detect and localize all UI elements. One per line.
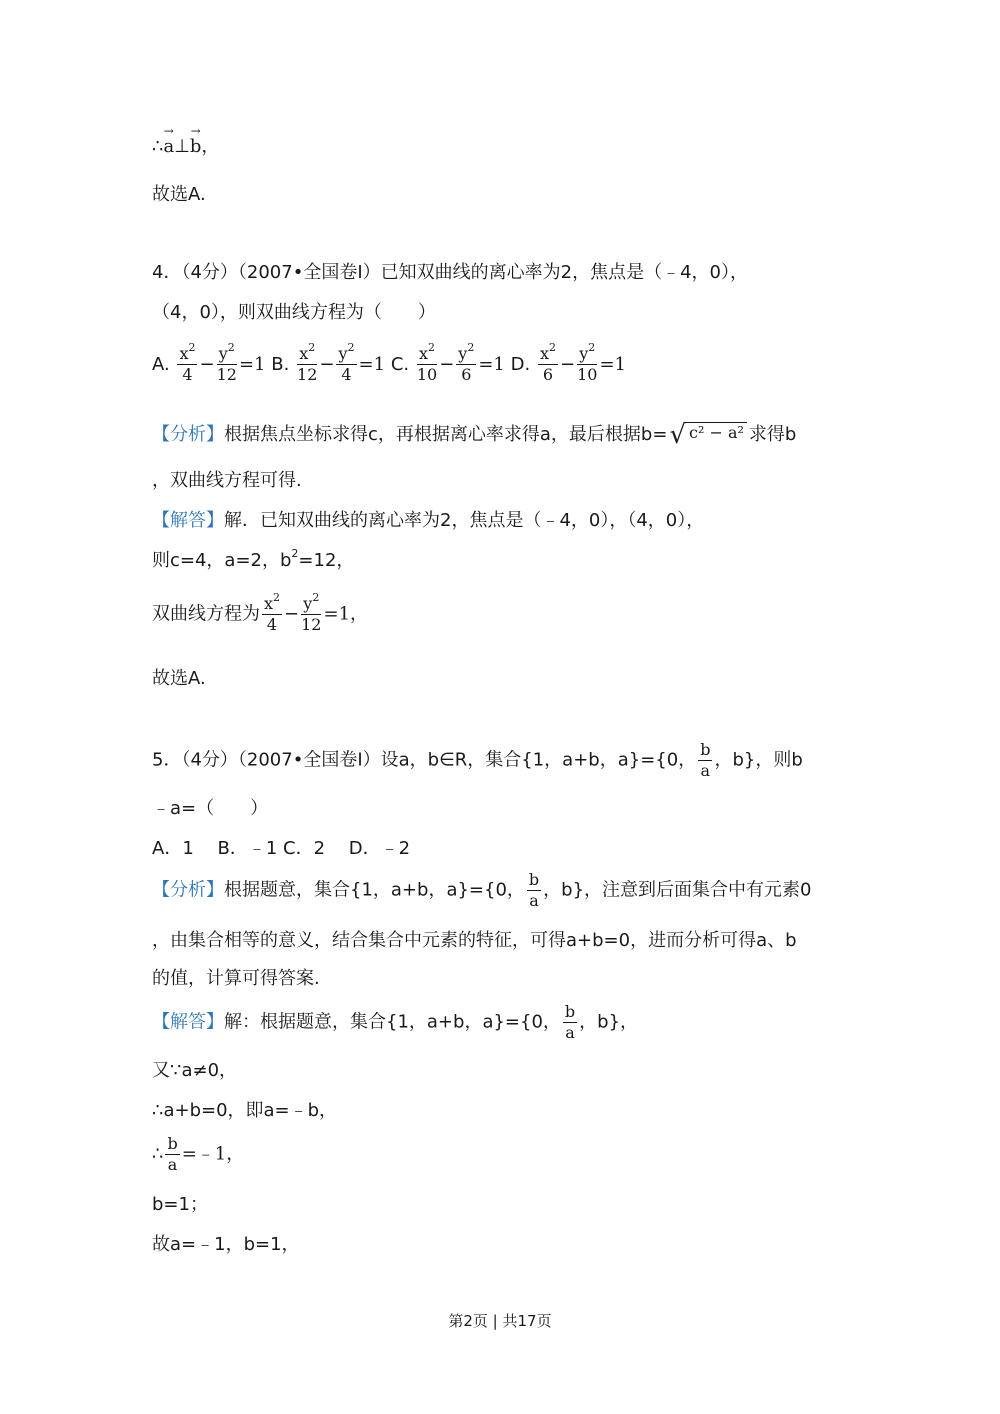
q5-step-5: 故a=﹣1，b=1，	[152, 1234, 300, 1255]
fraction: $\frac{x^2}{10}$	[416, 341, 438, 384]
fraction: $\frac{y^2}{12}$	[301, 591, 322, 634]
fraction: $\frac{y^2}{6}$	[458, 341, 475, 384]
page-footer: 第2页 | 共17页	[448, 1312, 552, 1330]
analysis-tag: 【分析】	[152, 424, 224, 445]
q4-analysis-cont: ，双曲线方程可得.	[152, 470, 302, 491]
q5-step-4: b=1；	[152, 1194, 208, 1215]
q4-solution: 【解答】解．已知双曲线的离心率为2，焦点是（﹣4，0），（4，0），	[152, 510, 705, 531]
q5-step-2: ∴a+b=0，即a=﹣b，	[152, 1100, 338, 1121]
vector-a: → a	[163, 138, 174, 156]
q4-option-c: C. $\frac{x^2}{10}$ − $\frac{y^2}{6}$ =1	[390, 341, 505, 384]
q5-analysis-cont-2: 的值，计算可得答案.	[152, 968, 320, 989]
fraction: $\frac{x^2}{12}$	[297, 341, 318, 384]
fraction: $\frac{b}{a}$	[564, 1002, 576, 1042]
q4-equation: 双曲线方程为 $\frac{x^2}{4}$ − $\frac{y^2}{12}$ =1，	[152, 591, 369, 634]
solution-tag: 【解答】	[152, 1011, 224, 1033]
q4-option-a: A. $\frac{x^2}{4}$ − $\frac{y^2}{12}$ =1	[152, 341, 266, 384]
q5-options: A．1 B．﹣1 C．2 D．﹣2	[152, 838, 411, 859]
solution-tag: 【解答】	[152, 510, 224, 531]
fraction: $\frac{y^2}{10}$	[577, 341, 598, 384]
q5-stem-line-2: ﹣a=（ ）	[152, 798, 269, 819]
q4-analysis: 【分析】根据焦点坐标求得c，再根据离心率求得a，最后根据b= √ c² − a² 求得b	[152, 420, 797, 450]
fraction: $\frac{b}{a}$	[528, 870, 540, 910]
fraction: $\frac{x^2}{6}$	[539, 341, 556, 384]
sqrt-expression: √ c² − a²	[669, 422, 746, 448]
q4-option-b: B. $\frac{x^2}{12}$ − $\frac{y^2}{4}$ =1	[271, 341, 386, 384]
fraction: $\frac{x^2}{4}$	[179, 341, 196, 384]
q4-solution-values: 则c=4，a=2，$b^2=12$，	[152, 547, 355, 571]
perp-symbol: ⊥	[174, 136, 190, 157]
fraction: $\frac{b}{a}$	[700, 740, 711, 780]
fraction: $\frac{y^2}{4}$	[338, 341, 355, 384]
q3-choice: 故选A.	[152, 184, 206, 205]
q5-step-1: 又∵a≠0，	[152, 1060, 238, 1081]
q5-solution: 【解答】解：根据题意，集合{1，a+b，a}={0， $\frac{b}{a}$ ，b}，	[152, 1002, 639, 1042]
analysis-tag: 【分析】	[152, 879, 224, 901]
q4-choice: 故选A.	[152, 668, 206, 689]
therefore-symbol: ∴	[152, 136, 164, 157]
q5-step-3: ∴ $\frac{b}{a}$ =﹣1，	[152, 1134, 245, 1174]
q4-stem-line-1: 4．（4分）（2007•全国卷Ⅰ）已知双曲线的离心率为2，焦点是（﹣4，0），	[152, 262, 748, 283]
q4-option-d: D. $\frac{x^2}{6}$ − $\frac{y^2}{10}$ =1	[510, 341, 626, 384]
vector-b: → b	[190, 138, 202, 156]
q5-stem-line-1: 5．（4分）（2007•全国卷Ⅰ）设a，b∈R，集合{1，a+b，a}={0， $\frac{b}{a}$ ，b}，则b	[152, 740, 803, 780]
fraction: $\frac{y^2}{12}$	[216, 341, 237, 384]
q4-stem-line-2: （4，0），则双曲线方程为（ ）	[152, 302, 436, 323]
q4-options	[152, 341, 626, 384]
q5-analysis-cont-1: ，由集合相等的意义，结合集合中元素的特征，可得a+b=0，进而分析可得a、b	[152, 930, 797, 951]
q5-analysis: 【分析】根据题意，集合{1，a+b，a}={0， $\frac{b}{a}$ ，b}，注意到后面集合中有元素0	[152, 870, 812, 910]
perpendicular-conclusion: ∴→ a⊥→ b，	[152, 138, 219, 156]
fraction: $\frac{b}{a}$	[167, 1134, 178, 1174]
fraction: $\frac{x^2}{4}$	[264, 591, 281, 634]
